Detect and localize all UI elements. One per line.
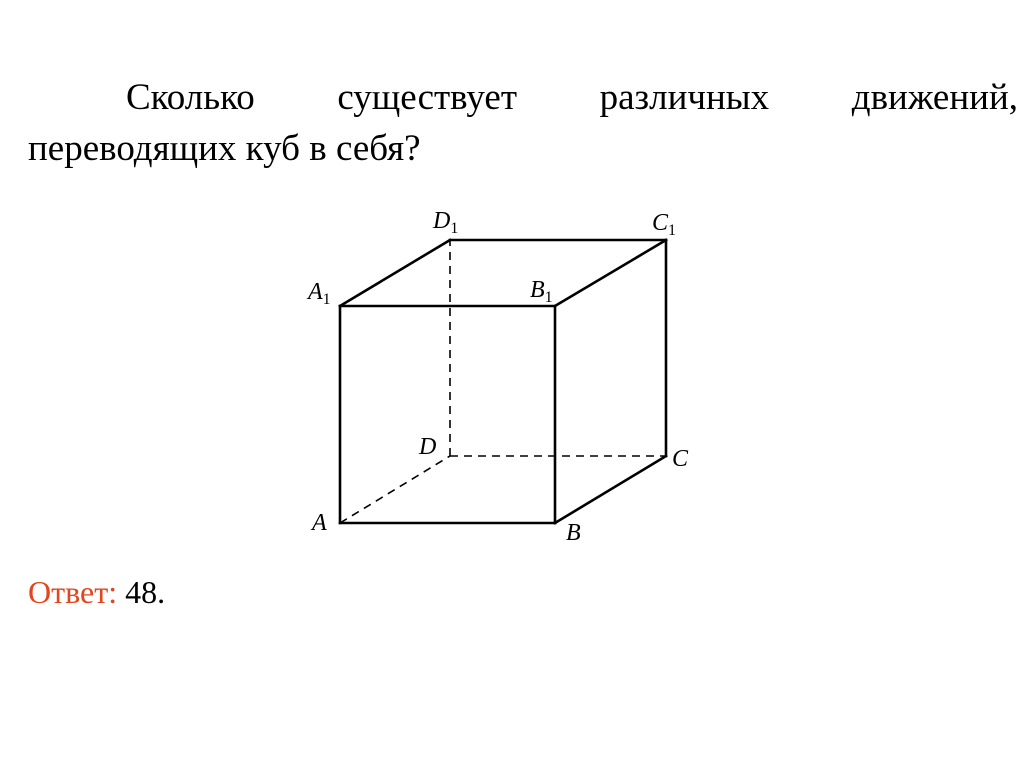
vertex-label-b1 [530, 277, 553, 306]
vertex-label-c1 [652, 210, 676, 239]
vertex-label-d1 [432, 208, 458, 237]
question-line-2: переводящих куб в себя? [28, 128, 421, 169]
vertex-label-c1-sub: 1 [668, 222, 677, 239]
vertex-label-a1 [306, 279, 331, 308]
question-line-1: Сколько существует различных движений, [126, 77, 1018, 118]
vertex-label-d1-sub: 1 [450, 220, 459, 237]
vertex-label-b: B [566, 520, 581, 546]
answer-value: 48. [125, 574, 166, 610]
vertex-label-b1-letter: B [530, 277, 545, 303]
vertex-label-c: C [672, 446, 689, 472]
edge-b-c [555, 456, 666, 523]
edge-b1-c1 [555, 240, 666, 306]
vertex-label-a: A [312, 510, 327, 536]
edge-a-d [340, 456, 450, 523]
vertex-label-b1-sub: 1 [544, 289, 553, 306]
vertex-label-c1-letter: C [652, 210, 669, 236]
answer-label: Ответ: [28, 574, 118, 610]
vertex-label-a1-letter: A [308, 279, 323, 305]
vertex-label-d: D [419, 434, 437, 460]
vertex-label-d1-letter: D [433, 208, 451, 234]
answer [28, 572, 165, 612]
edge-a1-d1 [340, 240, 450, 306]
vertex-label-a1-sub: 1 [322, 291, 331, 308]
